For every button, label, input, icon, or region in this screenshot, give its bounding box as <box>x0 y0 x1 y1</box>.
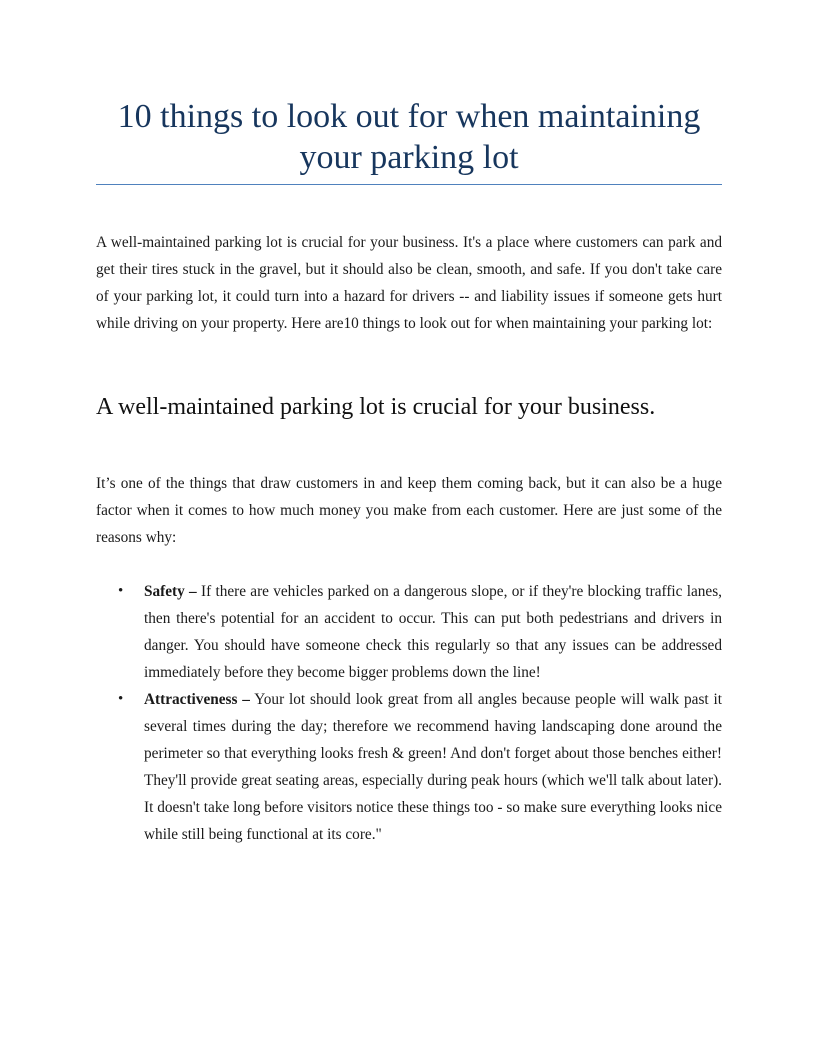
document-title: 10 things to look out for when maintaining your parking lot <box>117 98 701 176</box>
body-paragraph: It’s one of the things that draw customers in and keep them coming back, but it can also be a huge factor when it comes to how much money you make from each customer. Here are just some of the reasons why: <box>96 475 722 546</box>
intro-paragraph: A well-maintained parking lot is crucial for your business. It's a place where customers can park and get their tires stuck in the gravel, but it should also be clean, smooth, and safe. If you don't take care of your parking lot, it could turn into a hazard for drivers -- and liability issues if someone gets hurt while driving on your property. Here are10 things to look out for when maintaining your parking lot: <box>96 234 722 332</box>
bullet-marker: • <box>118 691 124 707</box>
list-item <box>96 578 722 686</box>
bullet-text: If there are vehicles parked on a dangerous slope, or if they're blocking traffic lanes, then there's potential for an accident to occur. This can put both pedestrians and drivers in danger. You should have someone check this regularly so that any issues can be addressed immediately before they become bigger problems down the line! <box>144 583 722 681</box>
title-block <box>96 96 722 185</box>
list-item <box>96 686 722 848</box>
bullet-marker: • <box>118 583 124 599</box>
bullet-term: Safety – <box>144 583 197 600</box>
section-heading: A well-maintained parking lot is crucial for your business. <box>96 394 656 420</box>
bullet-list <box>96 578 722 848</box>
bullet-text: Your lot should look great from all angles because people will walk past it several times during the day; therefore we recommend having landscaping done around the perimeter so that everything looks fresh & green! And don't forget about those benches either! They'll provide great seating areas, especially during peak hours (which we'll talk about later). It doesn't take long before visitors notice these things too - so make sure everything looks nice while still being functional at its core." <box>144 691 723 843</box>
bullet-term: Attractiveness – <box>144 691 250 708</box>
